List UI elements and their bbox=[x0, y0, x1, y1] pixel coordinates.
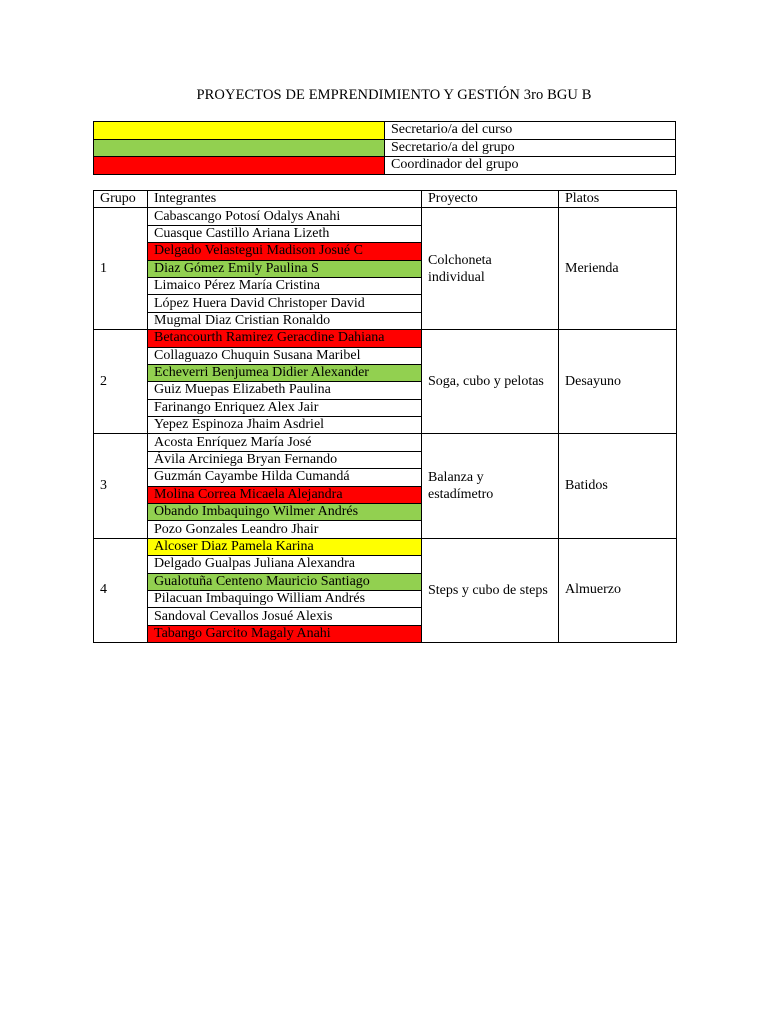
member-name: Alcoser Diaz Pamela Karina bbox=[148, 538, 422, 555]
member-name: Sandoval Cevallos Josué Alexis bbox=[148, 608, 422, 625]
group-dish: Batidos bbox=[559, 434, 677, 538]
legend-row bbox=[94, 157, 676, 175]
member-name: Farinango Enriquez Alex Jair bbox=[148, 399, 422, 416]
member-name: Yepez Espinoza Jhaim Asdriel bbox=[148, 417, 422, 434]
group-dish: Merienda bbox=[559, 208, 677, 330]
member-name: Diaz Gómez Emily Paulina S bbox=[148, 260, 422, 277]
member-name: Gualotuña Centeno Mauricio Santiago bbox=[148, 573, 422, 590]
legend-label: Secretario/a del grupo bbox=[385, 139, 676, 157]
group-dish: Desayuno bbox=[559, 330, 677, 434]
member-name: Echeverri Benjumea Didier Alexander bbox=[148, 364, 422, 381]
member-name: Betancourth Ramirez Geracdine Dahiana bbox=[148, 330, 422, 347]
member-name: Pozo Gonzales Leandro Jhair bbox=[148, 521, 422, 538]
group-project: Colchoneta individual bbox=[422, 208, 559, 330]
member-name: Limaico Pérez María Cristina bbox=[148, 277, 422, 294]
groups-table bbox=[93, 190, 677, 643]
legend-row bbox=[94, 139, 676, 157]
group-number: 3 bbox=[94, 434, 148, 538]
legend-row bbox=[94, 122, 676, 140]
group-number: 2 bbox=[94, 330, 148, 434]
header-project: Proyecto bbox=[422, 191, 559, 208]
member-name: Collaguazo Chuquin Susana Maribel bbox=[148, 347, 422, 364]
group-number: 4 bbox=[94, 538, 148, 642]
legend-swatch bbox=[94, 157, 385, 175]
header-members: Integrantes bbox=[148, 191, 422, 208]
member-name: Delgado Gualpas Juliana Alexandra bbox=[148, 556, 422, 573]
header-dish: Platos bbox=[559, 191, 677, 208]
member-name: Mugmal Diaz Cristian Ronaldo bbox=[148, 312, 422, 329]
role-legend-table bbox=[93, 121, 676, 175]
member-name: Guzmán Cayambe Hilda Cumandá bbox=[148, 469, 422, 486]
member-name: López Huera David Christoper David bbox=[148, 295, 422, 312]
member-name: Cuasque Castillo Ariana Lizeth bbox=[148, 225, 422, 242]
group-dish: Almuerzo bbox=[559, 538, 677, 642]
member-row bbox=[94, 330, 677, 347]
member-row bbox=[94, 434, 677, 451]
member-name: Molina Correa Micaela Alejandra bbox=[148, 486, 422, 503]
group-number: 1 bbox=[94, 208, 148, 330]
member-name: Cabascango Potosí Odalys Anahi bbox=[148, 208, 422, 225]
legend-label: Coordinador del grupo bbox=[385, 157, 676, 175]
legend-swatch bbox=[94, 139, 385, 157]
member-name: Ávila Arciniega Bryan Fernando bbox=[148, 451, 422, 468]
member-name: Pilacuan Imbaquingo William Andrés bbox=[148, 590, 422, 607]
member-name: Tabango Garcito Magaly Anahi bbox=[148, 625, 422, 642]
member-name: Delgado Velastegui Madison Josué C bbox=[148, 243, 422, 260]
group-project: Steps y cubo de steps bbox=[422, 538, 559, 642]
member-name: Obando Imbaquingo Wilmer Andrés bbox=[148, 504, 422, 521]
header-row bbox=[94, 191, 677, 208]
legend-label: Secretario/a del curso bbox=[385, 122, 676, 140]
member-row bbox=[94, 538, 677, 555]
legend-swatch bbox=[94, 122, 385, 140]
group-project: Balanza y estadímetro bbox=[422, 434, 559, 538]
member-name: Guiz Muepas Elizabeth Paulina bbox=[148, 382, 422, 399]
header-group: Grupo bbox=[94, 191, 148, 208]
group-project: Soga, cubo y pelotas bbox=[422, 330, 559, 434]
member-name: Acosta Enríquez María José bbox=[148, 434, 422, 451]
member-row bbox=[94, 208, 677, 225]
page-title: PROYECTOS DE EMPRENDIMIENTO Y GESTIÓN 3ro BGU B bbox=[196, 87, 592, 103]
